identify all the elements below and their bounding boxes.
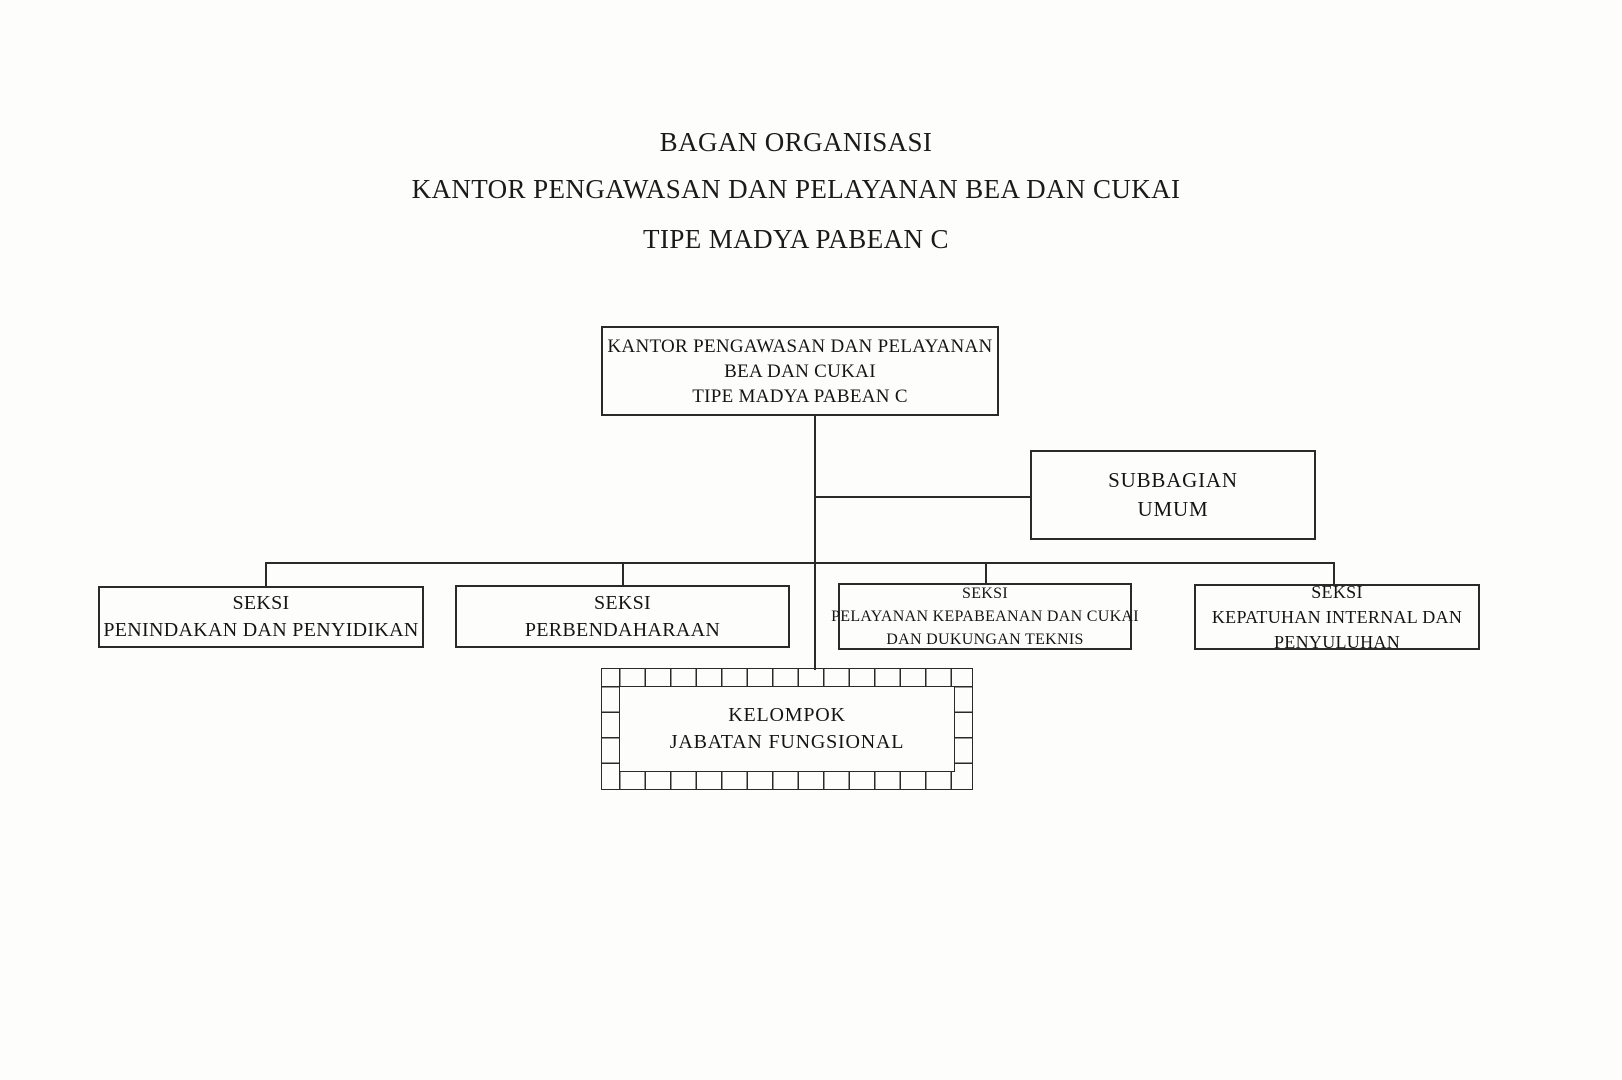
node-kelompok-line-2: JABATAN FUNGSIONAL: [669, 731, 905, 753]
node-seksi-3-line-1: SEKSI: [962, 585, 1008, 602]
node-subbagian-line-2: UMUM: [1137, 497, 1209, 521]
title-line-3: TIPE MADYA PABEAN C: [643, 224, 949, 254]
node-seksi-1-line-2: PENINDAKAN DAN PENYIDIKAN: [103, 619, 419, 641]
node-subbagian-umum[interactable]: [1030, 450, 1316, 540]
node-seksi-1-line-1: SEKSI: [232, 592, 290, 614]
node-seksi-3-line-3: DAN DUKUNGAN TEKNIS: [886, 631, 1084, 648]
chart-title-block: [0, 120, 1622, 264]
connector-distribution-bar: [265, 562, 1335, 564]
node-kelompok-inner: [619, 686, 955, 772]
node-seksi-3-line-2: PELAYANAN KEPABEANAN DAN CUKAI: [831, 608, 1139, 625]
node-seksi-pelayanan-kepabeanan-dan-cukai[interactable]: [831, 583, 1139, 650]
node-seksi-kepatuhan-internal-dan-penyuluhan[interactable]: [1194, 581, 1480, 652]
title-line-1: BAGAN ORGANISASI: [659, 127, 933, 157]
node-seksi-2-line-1: SEKSI: [593, 591, 652, 614]
connector-trunk-to-kelompok: [814, 562, 816, 670]
node-seksi-penindakan-dan-penyidikan[interactable]: [98, 586, 424, 648]
node-seksi-perbendaharaan[interactable]: [455, 585, 790, 648]
node-seksi-4-line-3: PENYULUHAN: [1274, 631, 1400, 652]
connector-subbagian-branch: [814, 496, 1032, 498]
ladder-border-top: [619, 669, 955, 686]
node-seksi-2-line-2: PERBENDAHARAAN: [524, 618, 721, 641]
connector-root-trunk: [814, 416, 816, 564]
node-root-line-2: BEA DAN CUKAI: [724, 360, 876, 382]
ladder-border-bottom: [619, 772, 955, 789]
node-kelompok-line-1: KELOMPOK: [728, 704, 846, 726]
node-root-line-3: TIPE MADYA PABEAN C: [692, 385, 908, 407]
connector-drop-seksi-1: [265, 562, 267, 587]
node-seksi-4-line-2: KEPATUHAN INTERNAL DAN: [1211, 606, 1463, 627]
ladder-border-left: [602, 686, 619, 772]
node-root-line-1: KANTOR PENGAWASAN DAN PELAYANAN: [607, 335, 993, 357]
title-line-2: KANTOR PENGAWASAN DAN PELAYANAN BEA DAN CUKAI: [411, 174, 1181, 204]
node-root[interactable]: [601, 326, 999, 416]
ladder-border-right: [955, 686, 972, 772]
node-kelompok-jabatan-fungsional[interactable]: [601, 668, 973, 790]
node-subbagian-line-1: SUBBAGIAN: [1108, 468, 1238, 492]
connector-drop-seksi-2: [622, 562, 624, 586]
connector-drop-seksi-3: [985, 562, 987, 584]
node-seksi-4-line-1: SEKSI: [1311, 581, 1363, 602]
